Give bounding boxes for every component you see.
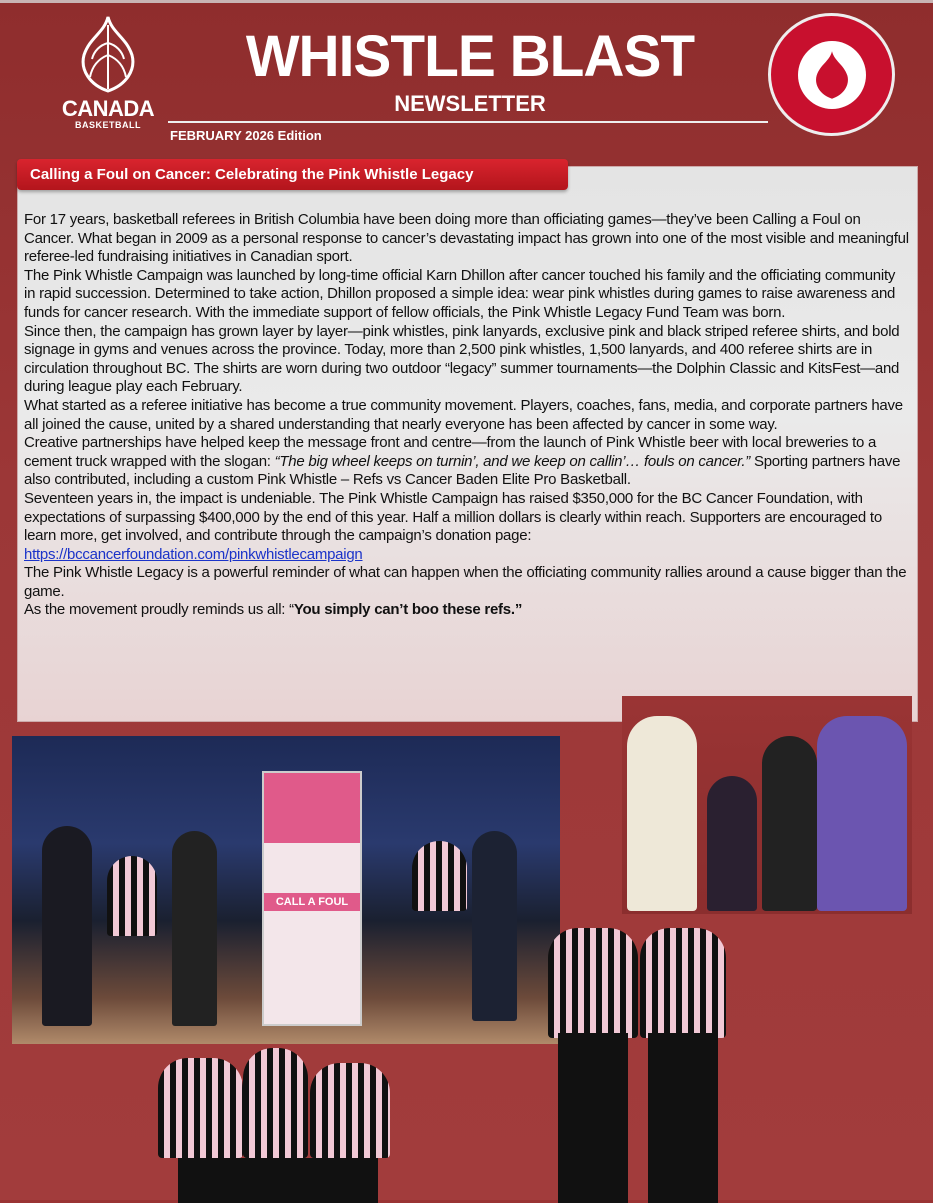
article-body bbox=[24, 211, 910, 620]
text: ” bbox=[514, 601, 523, 619]
seal-leaf-icon bbox=[798, 41, 866, 109]
paragraph: Since then, the campaign has grown layer by layer—pink whistles, pink lanyards, exclusive pink and black striped referee shirts, and bold signage in gyms and venues across the province. Today, more than 2,500 pink whistles, 1,500 lanyards, and 400 referee shirts are in circulation throughout BC. The shirts are worn during two outdoor “legacy” summer tournaments—the Dolphin Classic and KitsFest—and during league play each February. bbox=[24, 322, 900, 396]
officials-commission-seal bbox=[768, 13, 895, 136]
banner-text: CALL A FOUL bbox=[264, 893, 360, 911]
canada-basketball-logo bbox=[58, 15, 158, 130]
group-photo bbox=[622, 696, 912, 914]
donation-link[interactable]: https://bccancerfoundation.com/pinkwhistlecampaign bbox=[24, 545, 363, 563]
arena-cheque-presentation-photo bbox=[12, 736, 560, 1044]
text: As the movement proudly reminds us all: “ bbox=[24, 601, 294, 619]
two-referees-photo bbox=[548, 883, 728, 1203]
call-a-foul-banner bbox=[262, 771, 362, 1026]
text: Creative partnerships have helped keep the message front and centre—from the launch of Pink Whistle beer with local breweries to a cement truck wrapped with the slogan: bbox=[24, 434, 877, 470]
text: Sporting partners have also contributed, including a custom Pink Whistle – Refs vs Cancer Baden Elite Pro Basketball. bbox=[24, 452, 901, 489]
logo-subtext: BASKETBALL bbox=[75, 120, 141, 130]
article-heading: Calling a Foul on Cancer: Celebrating the Pink Whistle Legacy bbox=[17, 159, 568, 190]
edition-label: FEBRUARY 2026 Edition bbox=[170, 128, 322, 143]
maple-leaf-icon bbox=[76, 15, 140, 93]
paragraph: For 17 years, basketball referees in British Columbia have been doing more than officiating games—they’ve been Calling a Foul on Cancer. What began in 2009 as a personal response to cancer’s devastating impact has grown into one of the most visible and meaningful referee-led fundraising initiatives in Canadian sport. bbox=[24, 211, 909, 266]
paragraph: The Pink Whistle Campaign was launched by long-time official Karn Dhillon after cancer touched his family and the officiating community in rapid succession. Determined to take action, Dhillon proposed a simple idea: wear pink whistles during games to raise awareness and funds for cancer research. With the immediate support of fellow officials, the Pink Whistle Legacy Fund Team was born. bbox=[24, 266, 896, 321]
closing-quote: You simply can’t boo these refs. bbox=[293, 601, 515, 619]
paragraph: Seventeen years in, the impact is undeniable. The Pink Whistle Campaign has raised $350,000 for the BC Cancer Foundation, with expectations of surpassing $400,000 by the end of this year. Half a million dollars is clearly within reach. Supporters are encouraged to learn more, get involved, and contribute through the campaign’s donation page: bbox=[24, 489, 882, 545]
logo-text: CANADA bbox=[61, 96, 155, 121]
newsletter-title: WHISTLE BLAST bbox=[245, 24, 695, 89]
paragraph: What started as a referee initiative has become a true community movement. Players, coaches, fans, media, and corporate partners have all joined the cause, united by a shared understanding that nearly everyone has been affected by cancer in some way. bbox=[24, 396, 903, 433]
header-divider bbox=[168, 121, 768, 123]
paragraph: The Pink Whistle Legacy is a powerful reminder of what can happen when the officiating community rallies around a cause bigger than the game. bbox=[24, 564, 907, 600]
three-referees-photo bbox=[158, 1018, 393, 1203]
paragraph bbox=[24, 601, 910, 620]
slogan-quote: “The big wheel keeps on turnin’, and we keep on callin’… fouls on cancer.” bbox=[274, 452, 751, 470]
newsletter-subtitle: NEWSLETTER bbox=[394, 91, 546, 116]
paragraph bbox=[24, 434, 910, 490]
